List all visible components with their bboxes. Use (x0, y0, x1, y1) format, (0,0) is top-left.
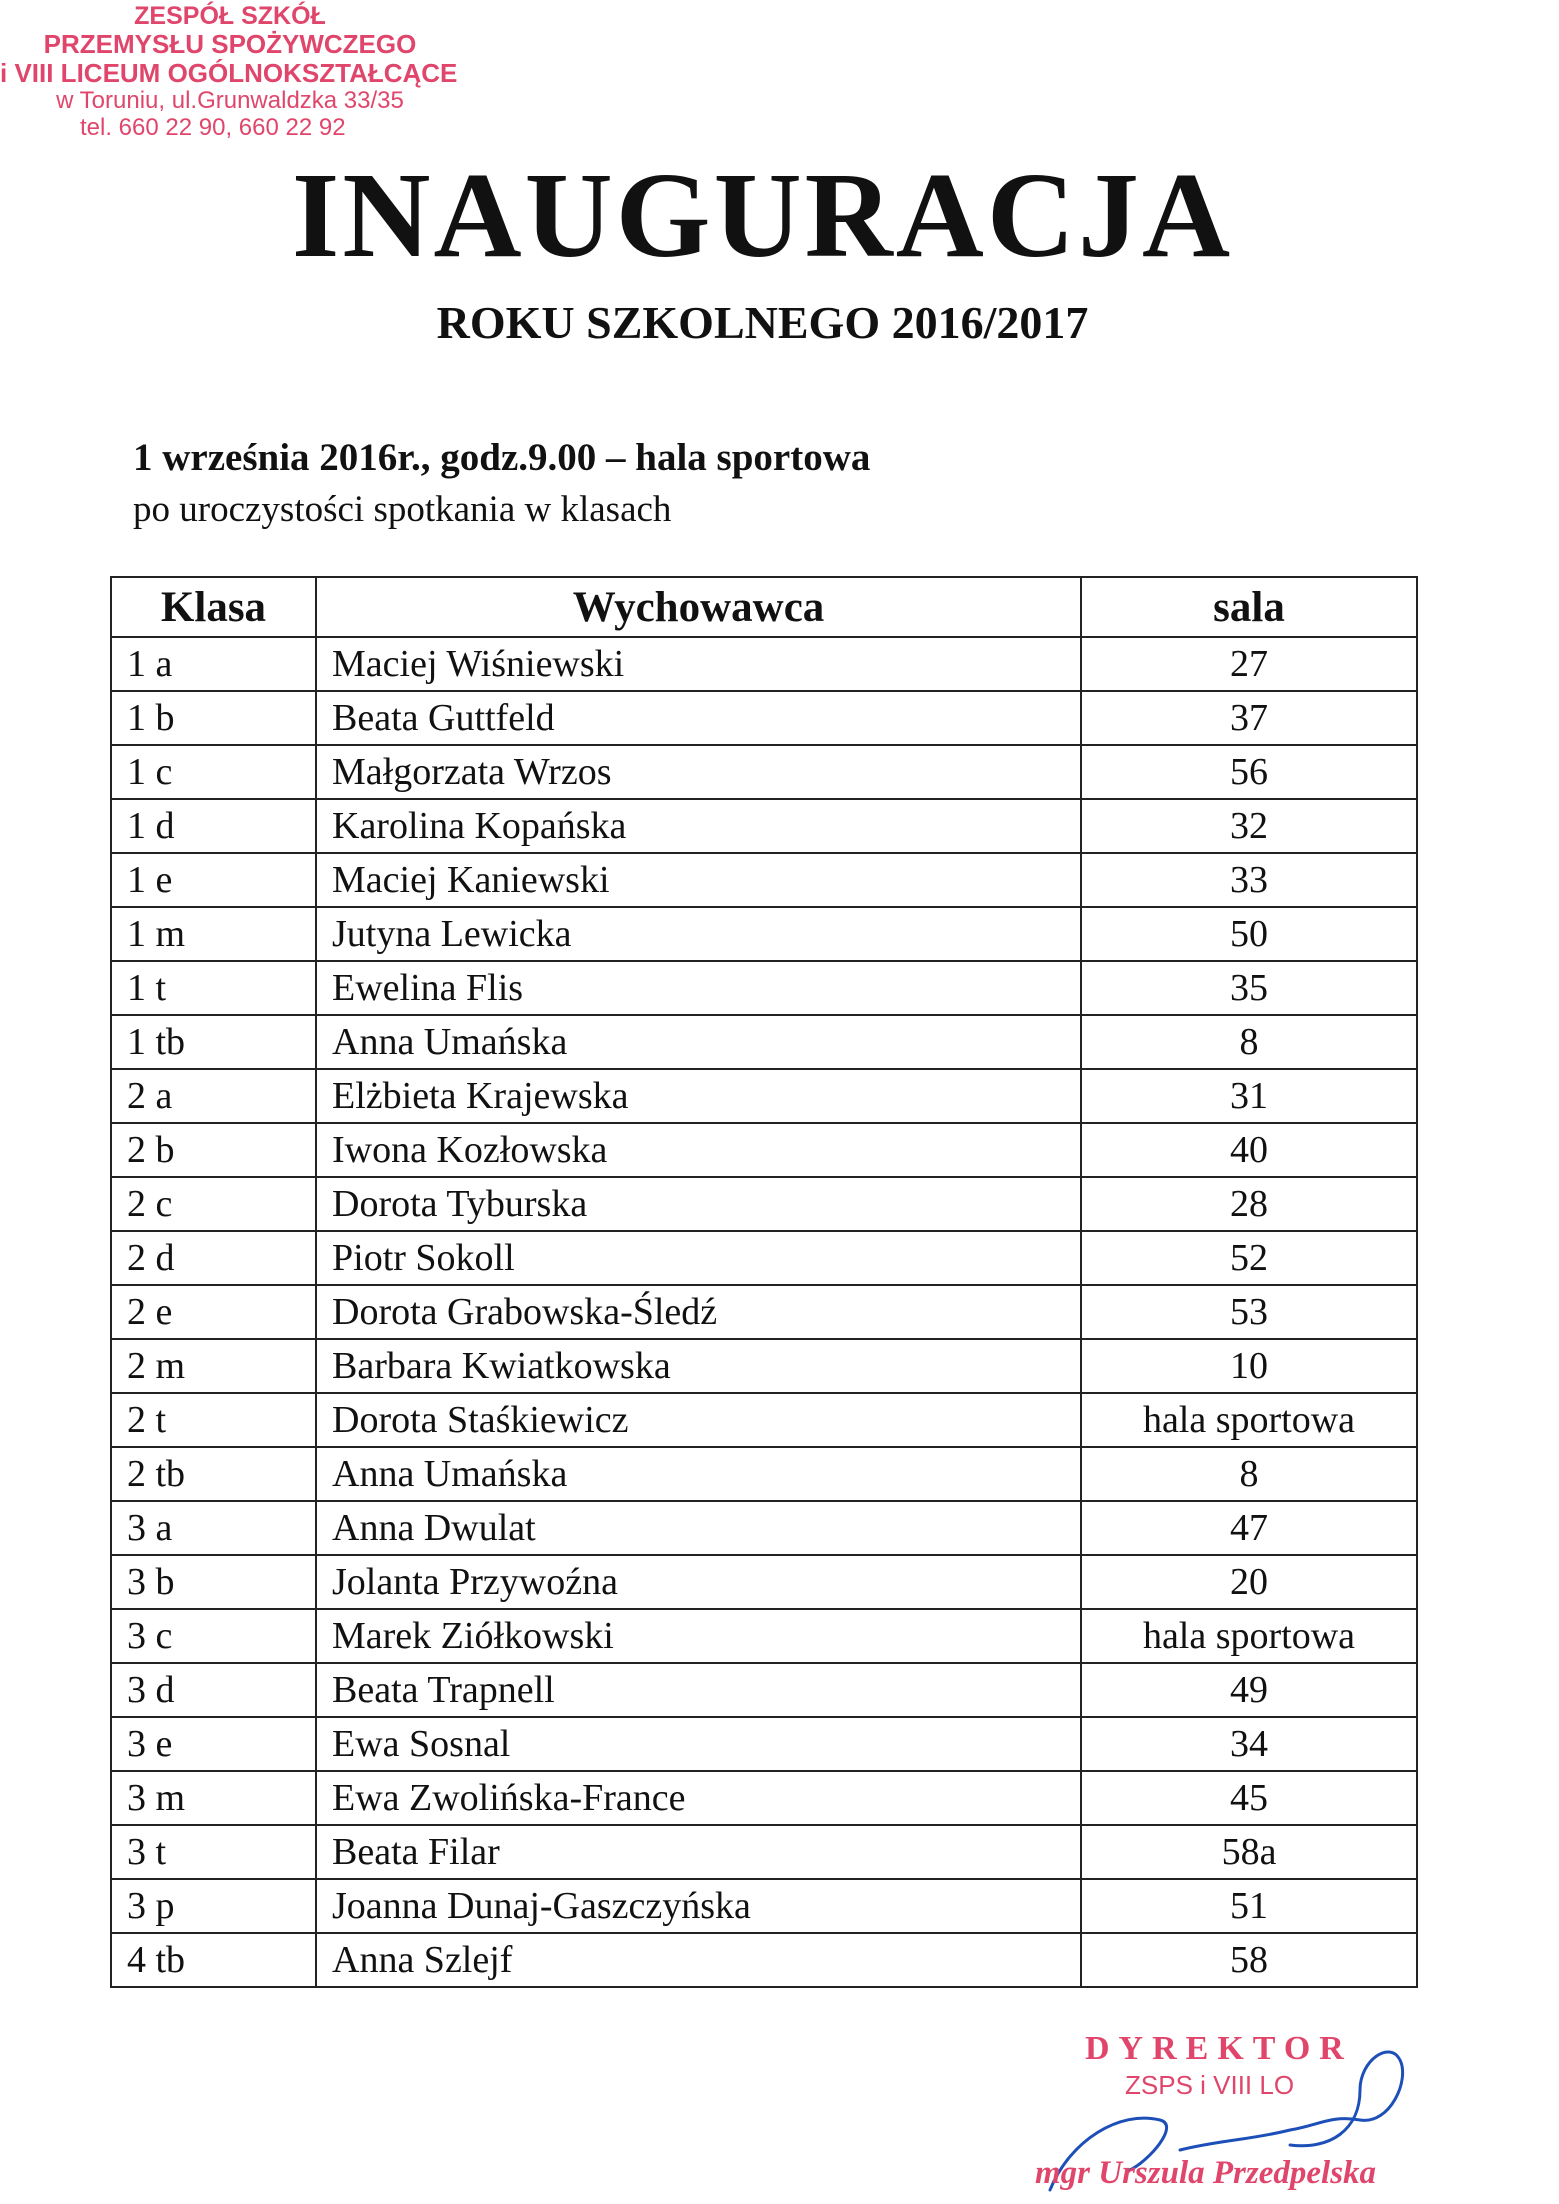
table-row (111, 1123, 1417, 1177)
table-row (111, 799, 1417, 853)
cell-wychowawca: Maciej Kaniewski (316, 853, 1081, 907)
stamp-line-5: tel. 660 22 90, 660 22 92 (80, 114, 346, 142)
signature-org: ZSPS i VIII LO (1125, 2070, 1295, 2100)
cell-klasa: 1 tb (111, 1015, 316, 1069)
cell-klasa: 2 d (111, 1231, 316, 1285)
cell-sala: 56 (1081, 745, 1417, 799)
cell-sala: 8 (1081, 1015, 1417, 1069)
cell-wychowawca: Iwona Kozłowska (316, 1123, 1081, 1177)
cell-sala: 53 (1081, 1285, 1417, 1339)
cell-klasa: 1 a (111, 637, 316, 691)
cell-sala: 52 (1081, 1231, 1417, 1285)
cell-sala: 37 (1081, 691, 1417, 745)
cell-klasa: 2 b (111, 1123, 316, 1177)
event-details: 1 września 2016r., godz.9.00 – hala sportowa (133, 436, 871, 479)
cell-wychowawca: Jutyna Lewicka (316, 907, 1081, 961)
table-row (111, 1501, 1417, 1555)
table-row (111, 637, 1417, 691)
class-table (110, 576, 1418, 1988)
cell-sala: 10 (1081, 1339, 1417, 1393)
cell-sala: 51 (1081, 1879, 1417, 1933)
cell-sala: 32 (1081, 799, 1417, 853)
table-row (111, 1393, 1417, 1447)
stamp-line-1: ZESPÓŁ SZKÓŁ (134, 2, 326, 30)
cell-sala: 58 (1081, 1933, 1417, 1987)
cell-sala: 47 (1081, 1501, 1417, 1555)
cell-wychowawca: Małgorzata Wrzos (316, 745, 1081, 799)
cell-sala: hala sportowa (1081, 1393, 1417, 1447)
table-row (111, 1555, 1417, 1609)
cell-wychowawca: Anna Umańska (316, 1015, 1081, 1069)
cell-klasa: 1 m (111, 907, 316, 961)
table-row (111, 1879, 1417, 1933)
cell-wychowawca: Jolanta Przywoźna (316, 1555, 1081, 1609)
cell-wychowawca: Anna Szlejf (316, 1933, 1081, 1987)
cell-sala: 28 (1081, 1177, 1417, 1231)
cell-sala: hala sportowa (1081, 1609, 1417, 1663)
cell-wychowawca: Beata Filar (316, 1825, 1081, 1879)
cell-wychowawca: Anna Umańska (316, 1447, 1081, 1501)
cell-klasa: 3 m (111, 1771, 316, 1825)
table-row (111, 745, 1417, 799)
cell-wychowawca: Dorota Grabowska-Śledź (316, 1285, 1081, 1339)
cell-klasa: 3 b (111, 1555, 316, 1609)
cell-wychowawca: Anna Dwulat (316, 1501, 1081, 1555)
signature-block (1030, 2020, 1430, 2204)
cell-wychowawca: Maciej Wiśniewski (316, 637, 1081, 691)
cell-klasa: 3 c (111, 1609, 316, 1663)
table-header-row (111, 577, 1417, 637)
page-subtitle: ROKU SZKOLNEGO 2016/2017 (436, 297, 1089, 348)
column-header-klasa: Klasa (111, 577, 316, 637)
table-row (111, 1285, 1417, 1339)
event-note: po uroczystości spotkania w klasach (133, 489, 672, 530)
cell-sala: 34 (1081, 1717, 1417, 1771)
table-row (111, 1825, 1417, 1879)
cell-klasa: 3 a (111, 1501, 316, 1555)
table-row (111, 1069, 1417, 1123)
cell-klasa: 3 e (111, 1717, 316, 1771)
cell-wychowawca: Ewa Zwolińska-France (316, 1771, 1081, 1825)
cell-klasa: 2 e (111, 1285, 316, 1339)
table-row (111, 1663, 1417, 1717)
cell-wychowawca: Dorota Tyburska (316, 1177, 1081, 1231)
table-row (111, 1933, 1417, 1987)
cell-klasa: 2 m (111, 1339, 316, 1393)
cell-sala: 40 (1081, 1123, 1417, 1177)
column-header-wychowawca: Wychowawca (316, 577, 1081, 637)
table-body (111, 637, 1417, 1987)
cell-klasa: 4 tb (111, 1933, 316, 1987)
cell-wychowawca: Ewa Sosnal (316, 1717, 1081, 1771)
cell-wychowawca: Dorota Staśkiewicz (316, 1393, 1081, 1447)
cell-klasa: 1 d (111, 799, 316, 853)
cell-wychowawca: Marek Ziółkowski (316, 1609, 1081, 1663)
cell-sala: 33 (1081, 853, 1417, 907)
cell-wychowawca: Ewelina Flis (316, 961, 1081, 1015)
cell-wychowawca: Piotr Sokoll (316, 1231, 1081, 1285)
cell-sala: 27 (1081, 637, 1417, 691)
cell-klasa: 2 c (111, 1177, 316, 1231)
table-row (111, 907, 1417, 961)
cell-klasa: 1 t (111, 961, 316, 1015)
cell-klasa: 3 t (111, 1825, 316, 1879)
table-row (111, 1339, 1417, 1393)
signature-name: mgr Urszula Przedpelska (1035, 2155, 1377, 2191)
cell-sala: 58a (1081, 1825, 1417, 1879)
cell-klasa: 2 a (111, 1069, 316, 1123)
cell-sala: 20 (1081, 1555, 1417, 1609)
school-stamp (0, 0, 460, 142)
stamp-line-3: i VIII LICEUM OGÓLNOKSZTAŁCĄCE (0, 58, 458, 89)
table-row (111, 853, 1417, 907)
signature-role: DYREKTOR (1085, 2030, 1353, 2067)
page-title: INAUGURACJA (291, 148, 1234, 283)
cell-klasa: 3 d (111, 1663, 316, 1717)
cell-wychowawca: Karolina Kopańska (316, 799, 1081, 853)
cell-klasa: 2 tb (111, 1447, 316, 1501)
table-row (111, 1177, 1417, 1231)
table-row (111, 1015, 1417, 1069)
cell-wychowawca: Beata Guttfeld (316, 691, 1081, 745)
table-row (111, 691, 1417, 745)
cell-sala: 31 (1081, 1069, 1417, 1123)
cell-wychowawca: Joanna Dunaj-Gaszczyńska (316, 1879, 1081, 1933)
table-row (111, 1231, 1417, 1285)
column-header-sala: sala (1081, 577, 1417, 637)
cell-klasa: 1 c (111, 745, 316, 799)
stamp-line-2: PRZEMYSŁU SPOŻYWCZEGO (43, 29, 417, 59)
cell-sala: 49 (1081, 1663, 1417, 1717)
cell-klasa: 2 t (111, 1393, 316, 1447)
table-row (111, 961, 1417, 1015)
cell-wychowawca: Beata Trapnell (316, 1663, 1081, 1717)
cell-wychowawca: Elżbieta Krajewska (316, 1069, 1081, 1123)
cell-klasa: 1 b (111, 691, 316, 745)
cell-klasa: 1 e (111, 853, 316, 907)
cell-sala: 8 (1081, 1447, 1417, 1501)
cell-sala: 45 (1081, 1771, 1417, 1825)
cell-sala: 35 (1081, 961, 1417, 1015)
cell-sala: 50 (1081, 907, 1417, 961)
cell-wychowawca: Barbara Kwiatkowska (316, 1339, 1081, 1393)
table-row (111, 1717, 1417, 1771)
stamp-line-4: w Toruniu, ul.Grunwaldzka 33/35 (56, 87, 404, 115)
table-row (111, 1447, 1417, 1501)
table-row (111, 1609, 1417, 1663)
table-row (111, 1771, 1417, 1825)
cell-klasa: 3 p (111, 1879, 316, 1933)
